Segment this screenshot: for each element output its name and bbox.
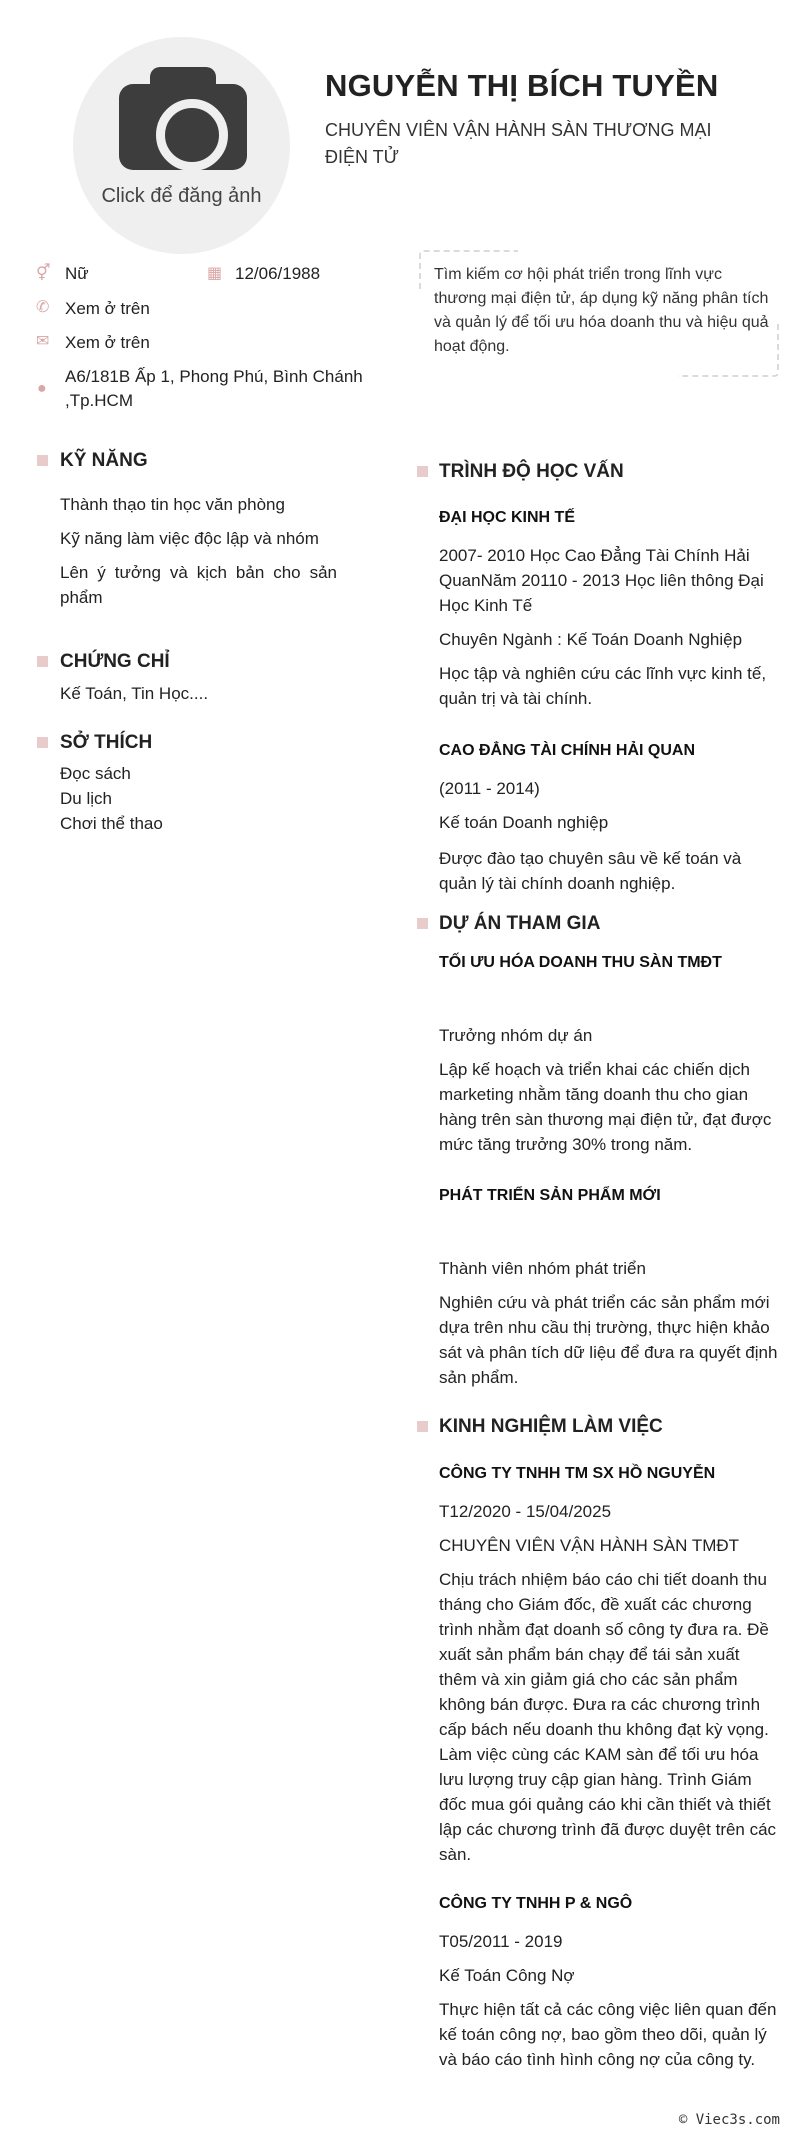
certificates-text: Kế Toán, Tin Học....: [60, 684, 209, 703]
projects-marker: [417, 918, 428, 929]
experience-company: CÔNG TY TNHH P & NGÔ: [439, 1895, 633, 1912]
hobbies-marker: [37, 737, 48, 748]
footer-watermark: © Viec3s.com: [678, 2112, 780, 2128]
skill-item: Kỹ năng làm việc độc lập và nhóm: [60, 529, 319, 548]
candidate-title: CHUYÊN VIÊN VẬN HÀNH SÀN THƯƠNG MẠI ĐIỆN TỬ: [325, 120, 712, 167]
education-major: Chuyên Ngành : Kế Toán Doanh Nghiệp: [439, 630, 743, 649]
experience-marker: [417, 1421, 428, 1432]
education-desc: Học tập và nghiên cứu các lĩnh vực kinh tế, quản trị và tài chính.: [439, 664, 767, 708]
project-role: Trưởng nhóm dự án: [439, 1026, 593, 1045]
camera-lens-icon: [156, 99, 228, 171]
mail-icon: ✉: [36, 333, 50, 350]
project-desc: Nghiên cứu và phát triển các sản phẩm mới dựa trên nhu cầu thị trường, thực hiện khảo sát và phân tích dữ liệu để đưa ra quyết định sản phẩm.: [439, 1293, 778, 1387]
hobby-item: Đọc sách: [60, 764, 131, 783]
experience-desc: Chịu trách nhiệm báo cáo chi tiết doanh thu tháng cho Giám đốc, đề xuất các chương trình nhằm đạt doanh số công ty đưa ra. Đề xuất sản phẩm bán chạy để tái sản xuất thêm và xin giảm giá cho các sản phẩm không bán được. Đưa ra các chương trình cấp bách nếu doanh thu không đạt kỳ vọng. Làm việc cùng các KAM sàn để tối ưu hóa lưu lượng truy cập gian hàng. Trình Giám đốc mua gói quảng cáo khi cần thiết và thiết lập các chương trình đã được duyệt trên các sàn.: [439, 1570, 777, 1864]
phone-icon: ✆: [36, 299, 50, 316]
avatar-caption: Click để đăng ảnh: [101, 185, 262, 207]
hobby-item: Chơi thể thao: [60, 814, 163, 833]
experience-time: T05/2011 - 2019: [439, 1932, 563, 1951]
project-name: TỐI ƯU HÓA DOANH THU SÀN TMĐT: [439, 954, 722, 971]
education-major: Kế toán Doanh nghiệp: [439, 813, 609, 832]
education-marker: [417, 466, 428, 477]
experience-position: Kế Toán Công Nợ: [439, 1966, 575, 1985]
education-time: 2007- 2010 Học Cao Đẳng Tài Chính Hải QuanNăm 20110 - 2013 Học liên thông Đại Học Kinh Tế: [439, 546, 764, 615]
education-title: TRÌNH ĐỘ HỌC VẤN: [439, 461, 624, 482]
email-value: Xem ở trên: [65, 333, 150, 352]
project-name: PHÁT TRIỂN SẢN PHẨM MỚI: [439, 1187, 661, 1204]
education-time: (2011 - 2014): [439, 779, 540, 798]
projects-title: DỰ ÁN THAM GIA: [439, 913, 601, 934]
experience-time: T12/2020 - 15/04/2025: [439, 1502, 612, 1521]
project-desc: Lập kế hoạch và triển khai các chiến dịch marketing nhằm tăng doanh thu cho gian hàng trên sàn thương mại điện tử, đạt được mức tăng trưởng 30% trong năm.: [439, 1060, 772, 1154]
career-objective: Tìm kiếm cơ hội phát triển trong lĩnh vực thương mại điện tử, áp dụng kỹ năng phân tích và quản lý để tối ưu hóa doanh thu và hiệu quả hoạt động.: [434, 266, 769, 355]
education-desc: Được đào tạo chuyên sâu về kế toán và quản lý tài chính doanh nghiệp.: [439, 849, 742, 893]
location-icon: ●: [37, 380, 47, 397]
education-school: ĐẠI HỌC KINH TẾ: [439, 509, 575, 526]
gender-icon: ⚥: [36, 265, 51, 282]
candidate-name: NGUYỄN THỊ BÍCH TUYỀN: [325, 68, 719, 103]
skills-marker: [37, 455, 48, 466]
experience-desc: Thực hiện tất cả các công việc liên quan đến kế toán công nợ, bao gồm theo dõi, quản lý và báo cáo tình hình công nợ của công ty.: [439, 2000, 777, 2069]
phone-value: Xem ở trên: [65, 299, 150, 318]
address-value: A6/181B Ấp 1, Phong Phú, Bình Chánh ,Tp.HCM: [65, 367, 363, 410]
experience-title: KINH NGHIỆM LÀM VIỆC: [439, 1416, 663, 1437]
avatar-upload[interactable]: [73, 37, 290, 254]
experience-position: CHUYÊN VIÊN VẬN HÀNH SÀN TMĐT: [439, 1536, 740, 1555]
education-school: CAO ĐẲNG TÀI CHÍNH HẢI QUAN: [439, 742, 695, 759]
certificates-title: CHỨNG CHỈ: [60, 651, 170, 672]
calendar-icon: ▦: [207, 265, 223, 282]
certificates-marker: [37, 656, 48, 667]
skills-title: KỸ NĂNG: [60, 450, 148, 471]
dob-value: 12/06/1988: [235, 264, 321, 283]
hobbies-title: SỞ THÍCH: [60, 732, 153, 753]
hobby-item: Du lịch: [60, 789, 112, 808]
skill-item: Thành thạo tin học văn phòng: [60, 495, 285, 514]
gender-value: Nữ: [65, 264, 89, 283]
project-role: Thành viên nhóm phát triển: [439, 1259, 646, 1278]
experience-company: CÔNG TY TNHH TM SX HỒ NGUYỄN: [439, 1465, 716, 1482]
skill-item: Lên ý tưởng và kịch bản cho sản phẩm: [60, 563, 337, 607]
